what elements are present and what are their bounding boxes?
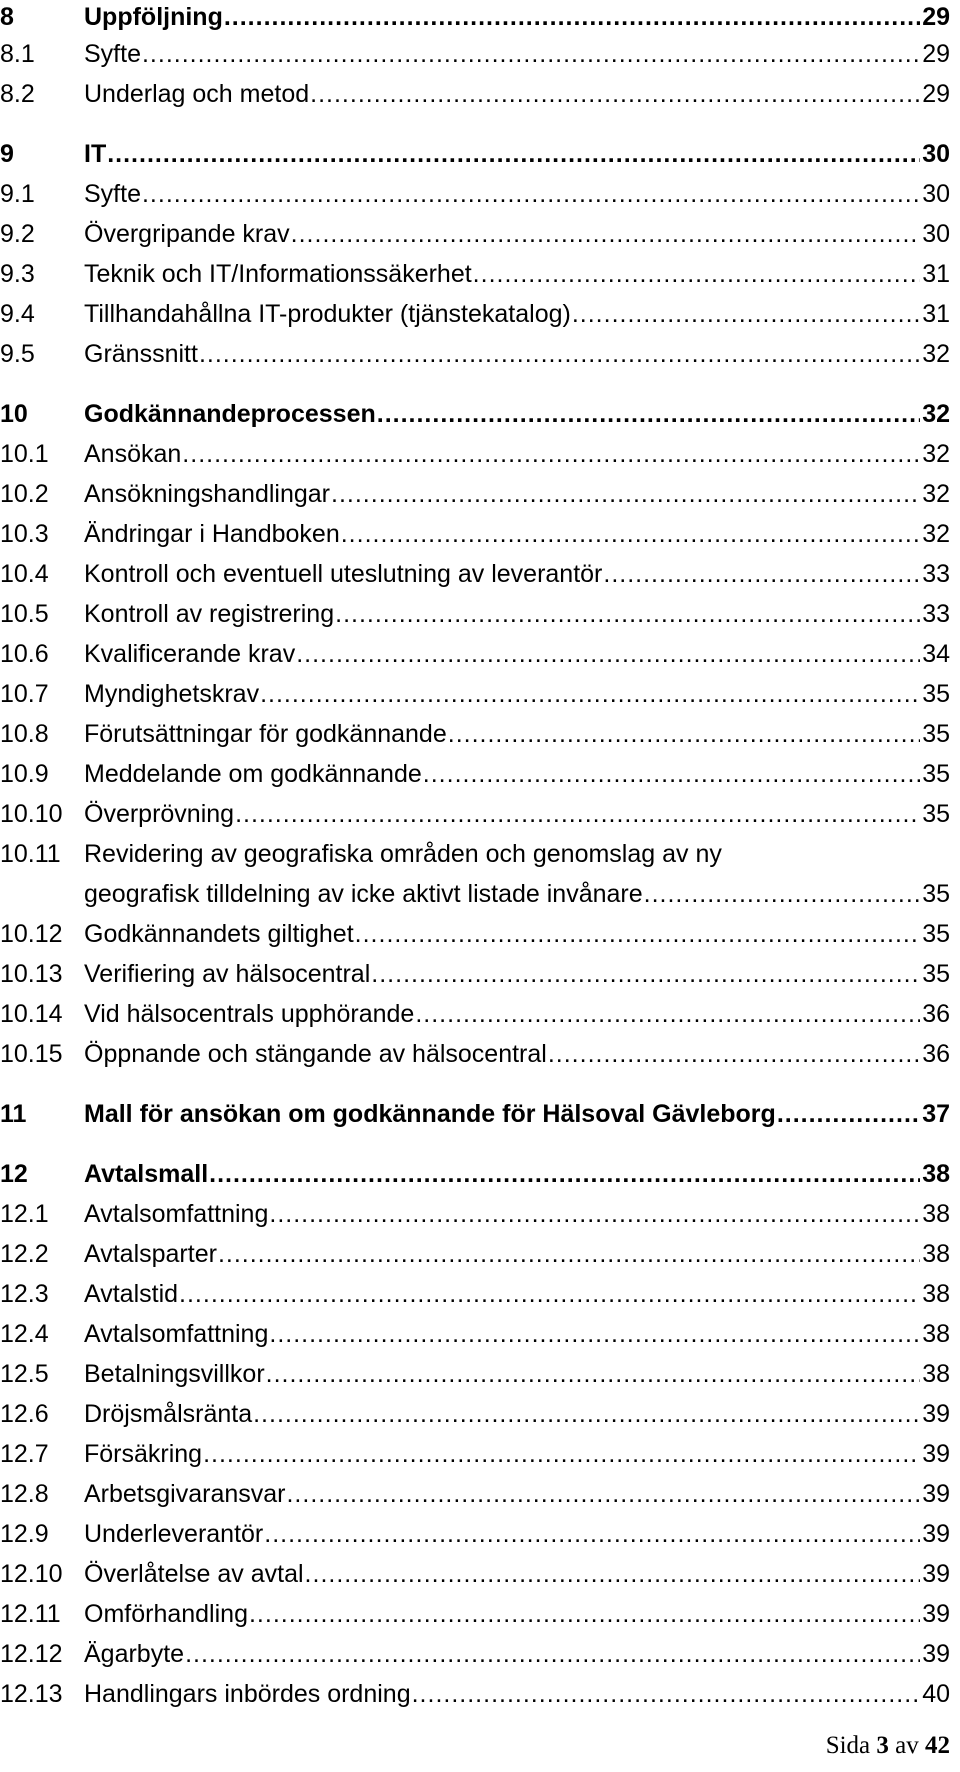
toc-entry[interactable] — [0, 1194, 950, 1234]
dot-leader — [377, 394, 920, 434]
toc-entry-number: 10.15 — [0, 1040, 63, 1068]
toc-entry-page: 40 — [922, 1680, 950, 1708]
dot-leader — [305, 1554, 921, 1594]
toc-entry-number: 12.11 — [0, 1600, 61, 1628]
toc-entry[interactable] — [0, 714, 950, 754]
toc-entry[interactable] — [0, 594, 950, 634]
toc-entry[interactable] — [0, 634, 950, 674]
dot-leader — [264, 1514, 920, 1554]
toc-entry-page: 39 — [922, 1440, 950, 1468]
toc-entry-page: 32 — [922, 440, 950, 468]
toc-entry[interactable] — [0, 474, 950, 514]
toc-entry-number: 12.1 — [0, 1200, 49, 1228]
section-gap — [0, 1074, 950, 1094]
toc-entry-number: 9.5 — [0, 340, 35, 368]
toc-entry-page: 29 — [922, 40, 950, 68]
dot-leader — [260, 674, 920, 714]
toc-entry-title: Ändringar i Handboken — [84, 520, 340, 548]
toc-entry-page: 35 — [922, 920, 950, 948]
toc-entry-page: 35 — [922, 760, 950, 788]
toc-entry-title: Dröjsmålsränta — [84, 1400, 253, 1428]
toc-entry-number: 10.7 — [0, 680, 49, 708]
toc-entry-number: 12.6 — [0, 1400, 49, 1428]
dot-leader — [423, 754, 920, 794]
toc-entry-page: 36 — [922, 1040, 950, 1068]
toc-entry[interactable] — [0, 214, 950, 254]
toc-entry-page: 39 — [922, 1560, 950, 1588]
toc-entry-title: Omförhandling — [84, 1600, 248, 1628]
toc-entry-title: Överlåtelse av avtal — [84, 1560, 304, 1588]
toc-entry-page: 38 — [922, 1240, 950, 1268]
dot-leader — [142, 174, 920, 214]
toc-entry-title: Vid hälsocentrals upphörande — [84, 1000, 415, 1028]
toc-entry-page: 35 — [922, 680, 950, 708]
toc-entry-page: 38 — [922, 1320, 950, 1348]
toc-entry[interactable] — [0, 1474, 950, 1514]
toc-entry-page: 33 — [922, 560, 950, 588]
toc-entry-number: 10.2 — [0, 480, 49, 508]
toc-entry-number: 9.2 — [0, 220, 35, 248]
toc-entry-title-line1: Revidering av geografiska områden och genomslag av ny — [84, 840, 722, 868]
toc-entry[interactable] — [0, 914, 950, 954]
toc-entry-number: 10.4 — [0, 560, 49, 588]
dot-leader — [269, 1194, 920, 1234]
toc-entry-title: Kvalificerande krav — [84, 640, 296, 668]
toc-entry-page: 39 — [922, 1600, 950, 1628]
toc-entry-title: Godkännandeprocessen — [84, 400, 376, 428]
toc-entry-title: Ansökningshandlingar — [84, 480, 331, 508]
toc-entry-number: 10.9 — [0, 760, 49, 788]
toc-entry-title: Gränssnitt — [84, 340, 198, 368]
toc-entry[interactable] — [0, 294, 950, 334]
toc-entry[interactable] — [0, 1514, 950, 1554]
toc-entry-title: Myndighetskrav — [84, 680, 260, 708]
toc-entry-title: Avtalsmall — [84, 1160, 209, 1188]
toc-entry-page: 38 — [922, 1200, 950, 1228]
toc-entry-number: 12.4 — [0, 1320, 49, 1348]
toc-entry-page: 38 — [922, 1160, 950, 1188]
dot-leader — [235, 794, 920, 834]
toc-entry[interactable] — [0, 1234, 950, 1274]
toc-entry[interactable] — [0, 1274, 950, 1314]
toc-entry-page: 39 — [922, 1400, 950, 1428]
dot-leader — [603, 554, 920, 594]
toc-entry-page: 32 — [922, 340, 950, 368]
toc-entry[interactable] — [0, 254, 950, 294]
toc-entry-page: 35 — [922, 720, 950, 748]
toc-entry-number: 12.9 — [0, 1520, 49, 1548]
toc-entry-number: 8.2 — [0, 80, 35, 108]
toc-main-entry[interactable] — [0, 1154, 950, 1194]
toc-entry-page: 34 — [922, 640, 950, 668]
toc-entry-page: 35 — [922, 800, 950, 828]
toc-entry-title: Avtalstid — [84, 1280, 179, 1308]
toc-entry-number: 12.5 — [0, 1360, 49, 1388]
toc-entry-number: 12.13 — [0, 1680, 63, 1708]
toc-entry-number: 10.10 — [0, 800, 63, 828]
toc-entry-page: 37 — [922, 1100, 950, 1128]
toc-entry-page: 39 — [922, 1480, 950, 1508]
toc-main-entry[interactable] — [0, 1094, 950, 1134]
toc-main-entry[interactable] — [0, 134, 950, 174]
toc-entry[interactable] — [0, 74, 950, 114]
toc-entry-title: Meddelande om godkännande — [84, 760, 422, 788]
dot-leader — [179, 1274, 920, 1314]
dot-leader — [218, 1234, 920, 1274]
dot-leader — [355, 914, 921, 954]
toc-entry[interactable] — [0, 994, 950, 1034]
toc-entry-title: Försäkring — [84, 1440, 203, 1468]
dot-leader — [777, 1094, 920, 1134]
section-gap — [0, 374, 950, 394]
dot-leader — [335, 594, 920, 634]
dot-leader — [266, 1354, 921, 1394]
toc-entry-page: 30 — [922, 220, 950, 248]
toc-entry[interactable] — [0, 1314, 950, 1354]
dot-leader — [224, 0, 920, 34]
footer-label: Sida — [825, 1732, 871, 1759]
toc-entry-title: Avtalsomfattning — [84, 1200, 269, 1228]
dot-leader — [253, 1394, 920, 1434]
toc-entry[interactable] — [0, 1634, 950, 1674]
toc-entry-title: Syfte — [84, 40, 141, 68]
toc-entry-number: 9 — [0, 140, 14, 168]
toc-entry-page: 30 — [922, 140, 950, 168]
toc-entry-number: 10 — [0, 400, 28, 428]
toc-entry-number: 10.5 — [0, 600, 49, 628]
toc-entry-number: 11 — [0, 1100, 27, 1128]
toc-entry-number: 9.3 — [0, 260, 35, 288]
toc-entry-title: Arbetsgivaransvar — [84, 1480, 286, 1508]
toc-entry-number: 12.8 — [0, 1480, 49, 1508]
toc-entry-page: 32 — [922, 480, 950, 508]
toc-entry[interactable] — [0, 834, 950, 914]
dot-leader — [185, 1634, 920, 1674]
toc-entry-title-line2: geografisk tilldelning av icke aktivt listade invånare — [84, 880, 643, 908]
toc-entry-page: 35 — [922, 880, 950, 908]
toc-entry-title: Godkännandets giltighet — [84, 920, 354, 948]
toc-entry-page: 32 — [922, 400, 950, 428]
toc-main-entry[interactable] — [0, 394, 950, 434]
dot-leader — [473, 254, 921, 294]
toc-entry-title: Ägarbyte — [84, 1640, 185, 1668]
dot-leader — [286, 1474, 920, 1514]
toc-entry[interactable] — [0, 1394, 950, 1434]
toc-entry-page: 30 — [922, 180, 950, 208]
toc-entry-number: 12.10 — [0, 1560, 63, 1588]
toc-entry-title: Underleverantör — [84, 1520, 264, 1548]
toc-entry-title: Uppföljning — [84, 3, 223, 31]
toc-entry[interactable] — [0, 34, 950, 74]
toc-entry-title: Avtalsomfattning — [84, 1320, 269, 1348]
dot-leader — [182, 434, 920, 474]
dot-leader — [310, 74, 920, 114]
toc-entry-number: 10.6 — [0, 640, 49, 668]
dot-leader — [371, 954, 920, 994]
dot-leader — [142, 34, 920, 74]
toc-entry-title: IT — [84, 140, 107, 168]
footer-total-pages: 42 — [925, 1732, 950, 1759]
toc-entry-number: 8 — [0, 3, 14, 31]
toc-entry-title: Ansökan — [84, 440, 182, 468]
dot-leader — [331, 474, 920, 514]
toc-main-entry[interactable] — [0, 0, 950, 34]
dot-leader — [199, 334, 920, 374]
toc-entry-page: 29 — [922, 80, 950, 108]
toc-entry-title: Kontroll av registrering — [84, 600, 335, 628]
toc-entry-number: 9.4 — [0, 300, 35, 328]
toc-entry-number: 8.1 — [0, 40, 35, 68]
toc-entry-number: 10.12 — [0, 920, 63, 948]
toc-entry-page: 38 — [922, 1360, 950, 1388]
toc-entry[interactable] — [0, 434, 950, 474]
toc-entry-number: 10.13 — [0, 960, 63, 988]
toc-entry-title: Avtalsparter — [84, 1240, 217, 1268]
toc-entry-title: Tillhandahållna IT-produkter (tjänstekatalog) — [84, 300, 571, 328]
section-gap — [0, 114, 950, 134]
dot-leader — [548, 1034, 920, 1074]
toc-entry-number: 10.8 — [0, 720, 49, 748]
toc-entry-number: 10.11 — [0, 840, 61, 868]
dot-leader — [249, 1594, 920, 1634]
section-gap — [0, 1134, 950, 1154]
dot-leader — [269, 1314, 920, 1354]
toc-entry-page: 38 — [922, 1280, 950, 1308]
toc-entry-title: Överprövning — [84, 800, 235, 828]
toc-entry-title: Underlag och metod — [84, 80, 310, 108]
toc-entry-number: 12.7 — [0, 1440, 49, 1468]
toc-entry-title: Handlingars inbördes ordning — [84, 1680, 411, 1708]
toc-entry[interactable] — [0, 794, 950, 834]
toc-entry-number: 10.1 — [0, 440, 49, 468]
dot-leader — [107, 134, 920, 174]
toc-entry-title: Förutsättningar för godkännande — [84, 720, 447, 748]
toc-entry-number: 12 — [0, 1160, 28, 1188]
toc-entry-page: 32 — [922, 520, 950, 548]
toc-entry-title: Öppnande och stängande av hälsocentral — [84, 1040, 547, 1068]
toc-entry-title: Verifiering av hälsocentral — [84, 960, 371, 988]
toc-entry-number: 9.1 — [0, 180, 35, 208]
toc-entry-page: 39 — [922, 1520, 950, 1548]
toc-entry-title: Teknik och IT/Informationssäkerhet — [84, 260, 472, 288]
page-footer — [826, 1728, 950, 1764]
dot-leader — [209, 1154, 920, 1194]
toc-entry-page: 35 — [922, 960, 950, 988]
toc-entry[interactable] — [0, 1034, 950, 1074]
toc-entry[interactable] — [0, 334, 950, 374]
toc-entry-number: 10.14 — [0, 1000, 63, 1028]
toc-entry-number: 10.3 — [0, 520, 49, 548]
toc-entry-page: 31 — [922, 300, 950, 328]
toc-entry[interactable] — [0, 754, 950, 794]
toc-entry[interactable] — [0, 954, 950, 994]
toc-entry-page: 29 — [922, 3, 950, 31]
dot-leader — [644, 874, 921, 914]
dot-leader — [296, 634, 920, 674]
dot-leader — [572, 294, 920, 334]
toc-entry[interactable] — [0, 1554, 950, 1594]
toc-entry-number: 12.2 — [0, 1240, 49, 1268]
toc-entry-page: 33 — [922, 600, 950, 628]
toc-entry-page: 31 — [922, 260, 950, 288]
toc-entry-title: Övergripande krav — [84, 220, 290, 248]
dot-leader — [341, 514, 920, 554]
toc-entry-number: 12.3 — [0, 1280, 49, 1308]
toc-entry[interactable] — [0, 1594, 950, 1634]
toc-entry-title: Mall för ansökan om godkännande för Hälsoval Gävleborg — [84, 1100, 776, 1128]
dot-leader — [412, 1674, 921, 1714]
toc-entry-title: Syfte — [84, 180, 141, 208]
dot-leader — [415, 994, 920, 1034]
toc-entry[interactable] — [0, 1674, 950, 1714]
footer-current-page: 3 — [876, 1732, 889, 1759]
toc-entry[interactable] — [0, 674, 950, 714]
toc-entry-page: 36 — [922, 1000, 950, 1028]
toc-entry[interactable] — [0, 174, 950, 214]
toc-entry[interactable] — [0, 554, 950, 594]
toc-entry-number: 12.12 — [0, 1640, 63, 1668]
footer-separator: av — [895, 1732, 919, 1759]
toc-entry[interactable] — [0, 514, 950, 554]
toc-entry[interactable] — [0, 1434, 950, 1474]
dot-leader — [291, 214, 921, 254]
toc-entry[interactable] — [0, 1354, 950, 1394]
toc-entry-page: 39 — [922, 1640, 950, 1668]
toc-entry-title: Betalningsvillkor — [84, 1360, 265, 1388]
toc-entry-title: Kontroll och eventuell uteslutning av leverantör — [84, 560, 603, 588]
dot-leader — [448, 714, 920, 754]
dot-leader — [203, 1434, 920, 1474]
